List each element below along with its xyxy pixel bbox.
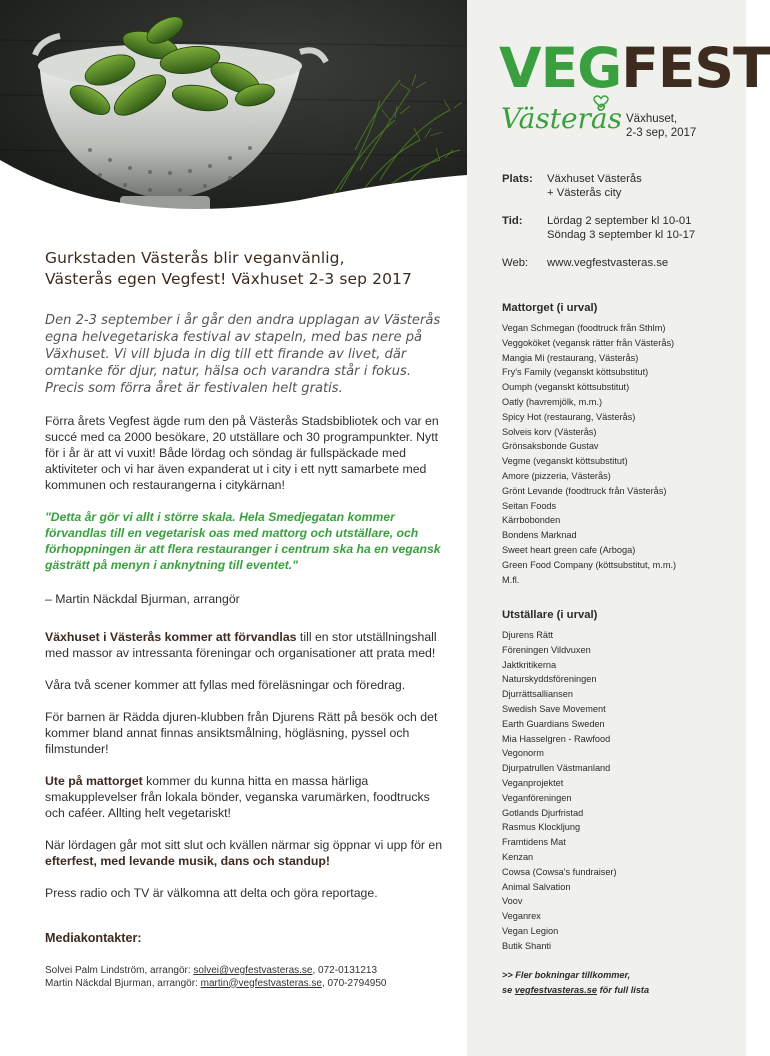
food-square-item: Veggoköket (vegansk rätter från Västerås) [502, 337, 675, 348]
logo-place-date [626, 112, 696, 140]
food-square-item: Mangia Mi (restaurang, Västerås) [502, 352, 639, 363]
info-value-time [547, 214, 732, 242]
food-square-item: Grönt Levande (foodtruck från Västerås) [502, 485, 667, 496]
food-square-title: Mattorget (i urval) [502, 302, 598, 314]
logo-fest: FEST [621, 36, 770, 100]
paragraph-afterparty-bold: efterfest, med levande musik, dans och standup! [45, 854, 330, 868]
food-square-item: Sweet heart green cafe (Arboga) [502, 544, 636, 555]
exhibitor-item: Rasmus Klockljung [502, 822, 581, 833]
article-intro: Den 2-3 september i år går den andra upplagan av Västerås egna helvegetariska festival av stapeln, med bas nere på Växhuset. Vi vill bjuda in dig till ett firande av livet, där omtanke för djur, natur, hälsa och varandra står i fokus. Precis som förra året är festivalen helt gratis. [45, 313, 441, 396]
exhibitor-item: Voov [502, 896, 523, 907]
food-square-items [502, 321, 732, 587]
exhibitor-item: Butik Shanti [502, 940, 552, 951]
media-contacts [45, 965, 445, 990]
hero-image-cucumbers-colander [0, 0, 467, 224]
heart-icon [594, 96, 608, 108]
food-square-item: Amore (pizzeria, Västerås) [502, 470, 611, 481]
sidebar [467, 0, 770, 1056]
organizer-quote: "Detta år gör vi allt i större skala. Hela Smedjegatan kommer förvandlas till en vegetarisk oas med mattorg och utställare, och förhoppningen är att flera restauranger i centrum ska ha en vegansk gästrätt på menyn i anknytning till eventet." [45, 510, 441, 572]
contact-1-phone: , 072-0131213 [312, 965, 378, 976]
exhibitors-items [502, 628, 732, 954]
exhibitor-item: Earth Guardians Sweden [502, 718, 605, 729]
paragraph-food-square-bold: Ute på mattorget [45, 774, 143, 788]
headline-line-1: Gurkstaden Västerås blir veganvänlig, [45, 249, 345, 267]
logo-city: Västerås [501, 102, 622, 135]
info-time-line-1: Lördag 2 september kl 10-01 [547, 215, 692, 227]
exhibitor-item: Vegan Legion [502, 925, 559, 936]
exhibitor-item: Veganprojektet [502, 777, 564, 788]
paragraph-kids: För barnen är Rädda djuren-klubben från Djurens Rätt på besök och det kommer bland annat finnas ansiktsmålning, högläsning, pyssel och filmstunder! [45, 710, 438, 756]
food-square-list [502, 302, 732, 587]
exhibitor-item: Djurrättsalliansen [502, 689, 573, 700]
info-value-place [547, 172, 732, 200]
paragraph-stages: Våra två scener kommer att fyllas med föreläsningar och föredrag. [45, 678, 406, 692]
more-bookings-note [502, 968, 649, 998]
more-bookings-line-1: >> Fler bokningar tillkommer, [502, 970, 631, 980]
exhibitor-item: Djurens Rätt [502, 630, 554, 640]
paragraph-vaxhuset [45, 629, 445, 661]
contact-2-phone: , 070-2794950 [321, 977, 387, 989]
quote-attribution: – Martin Näckdal Bjurman, arrangör [45, 592, 240, 606]
vegfest-logo [499, 36, 770, 139]
food-square-item: M.fl. [502, 574, 520, 585]
info-value-web [547, 256, 732, 270]
exhibitor-item: Naturskyddsföreningen [502, 674, 597, 685]
food-square-item: Oumph (veganskt köttsubstitut) [502, 382, 630, 393]
info-label-web: Web: [502, 257, 529, 269]
exhibitor-item: Animal Salvation [502, 881, 571, 892]
logo-wordmark [499, 36, 770, 100]
paragraph-press: Press radio och TV är välkomna att delta och göra reportage. [45, 886, 378, 900]
contact-1-name: Solvei Palm Lindström, arrangör: [45, 965, 194, 976]
food-square-item: Green Food Company (köttsubstitut, m.m.) [502, 559, 677, 570]
media-contacts-title: Mediakontakter: [45, 931, 142, 945]
logo-dates: 2-3 sep, 2017 [626, 127, 697, 139]
article-headline [45, 248, 445, 290]
event-info [502, 172, 732, 284]
more-bookings-post: för full lista [597, 985, 650, 995]
exhibitor-item: Gotlands Djurfristad [502, 807, 584, 818]
logo-subline [501, 98, 761, 148]
paragraph-vaxhuset-bold: Växhuset i Västerås kommer att förvandlas [45, 630, 297, 644]
contact-2-email-link[interactable]: martin@vegfestvasteras.se [200, 977, 322, 989]
food-square-item: Grönsaksbonde Gustav [502, 441, 599, 452]
food-square-item: Solveis korv (Västerås) [502, 426, 597, 437]
exhibitor-item: Framtidens Mat [502, 837, 566, 848]
info-time-line-2: Söndag 3 september kl 10-17 [547, 229, 696, 241]
info-label-place: Plats: [502, 173, 533, 185]
info-place-line-1: Växhuset Västerås [547, 173, 642, 185]
exhibitor-item: Vegonorm [502, 748, 544, 759]
media-contact-1 [45, 965, 445, 978]
exhibitor-item: Djurpatrullen Västmanland [502, 763, 611, 774]
exhibitor-item: Veganföreningen [502, 792, 572, 803]
more-bookings-line-2 [502, 983, 649, 998]
exhibitor-item: Swedish Save Movement [502, 703, 606, 714]
exhibitors-list [502, 609, 732, 954]
info-place-line-2: + Västerås city [547, 187, 622, 199]
food-square-item: Kärrbobonden [502, 515, 561, 526]
paragraph-food-square-rest: kommer du kunna hitta en massa härliga smakupplevelser från lokala bönder, veganska varumärken, foodtrucks och caféer. Allting helt vegetariskt! [45, 774, 430, 820]
press-release-article [45, 248, 445, 990]
food-square-item: Bondens Marknad [502, 530, 577, 541]
food-square-item: Fry's Family (veganskt köttsubstitut) [502, 367, 649, 378]
exhibitor-item: Mia Hasselgren - Rawfood [502, 733, 611, 744]
food-square-item: Spicy Hot (restaurang, Västerås) [502, 411, 636, 422]
food-square-item: Seitan Foods [502, 500, 557, 511]
media-contact-2 [45, 978, 445, 991]
food-square-item: Vegan Schmegan (foodtruck från Sthlm) [502, 323, 666, 333]
paragraph-afterparty-pre: När lördagen går mot sitt slut och kvällen närmar sig öppnar vi upp för en [45, 838, 443, 852]
logo-veg: VEG [499, 36, 622, 100]
food-square-item: Oatly (havremjölk, m.m.) [502, 396, 603, 407]
exhibitor-item: Veganrex [502, 911, 541, 922]
exhibitor-item: Föreningen Vildvuxen [502, 644, 591, 655]
website-link[interactable]: www.vegfestvasteras.se [547, 257, 669, 269]
info-row-time [502, 214, 732, 242]
contact-2-name: Martin Näckdal Bjurman, arrangör: [45, 977, 201, 989]
more-bookings-link[interactable]: vegfestvasteras.se [514, 985, 598, 995]
paragraph-vaxhuset-rest: till en stor utställningshall med massor av intressanta föreningar och organisationer att prata med! [45, 630, 437, 660]
food-square-item: Vegme (veganskt köttsubstitut) [502, 456, 628, 467]
exhibitor-item: Kenzan [502, 851, 534, 862]
paragraph-food-square [45, 773, 445, 821]
exhibitor-item: Jaktkritikerna [502, 659, 557, 670]
more-bookings-pre: se [502, 985, 515, 995]
paragraph-last-year: Förra årets Vegfest ägde rum den på Västerås Stadsbibliotek och var en succé med ca 2000 besökare, 20 utställare och 30 programpunkter. Nytt för i år är att vi vuxit! Både lördag och söndag är fullspäckade med aktiviteter och vi har även expanderat ut i city i ett nytt samarbete med kommunen och restaurangerna i citykärnan! [45, 414, 439, 492]
paragraph-afterparty [45, 837, 445, 869]
info-row-web [502, 256, 732, 270]
headline-line-2: Västerås egen Vegfest! Växhuset 2-3 sep 2017 [45, 270, 412, 288]
info-row-place [502, 172, 732, 200]
info-label-time: Tid: [502, 215, 523, 227]
contact-1-email-link[interactable]: solvei@vegfestvasteras.se [193, 965, 313, 976]
exhibitors-title: Utställare (i urval) [502, 609, 598, 621]
logo-place: Växhuset, [626, 113, 678, 125]
exhibitor-item: Cowsa (Cowsa's fundraiser) [502, 866, 617, 877]
